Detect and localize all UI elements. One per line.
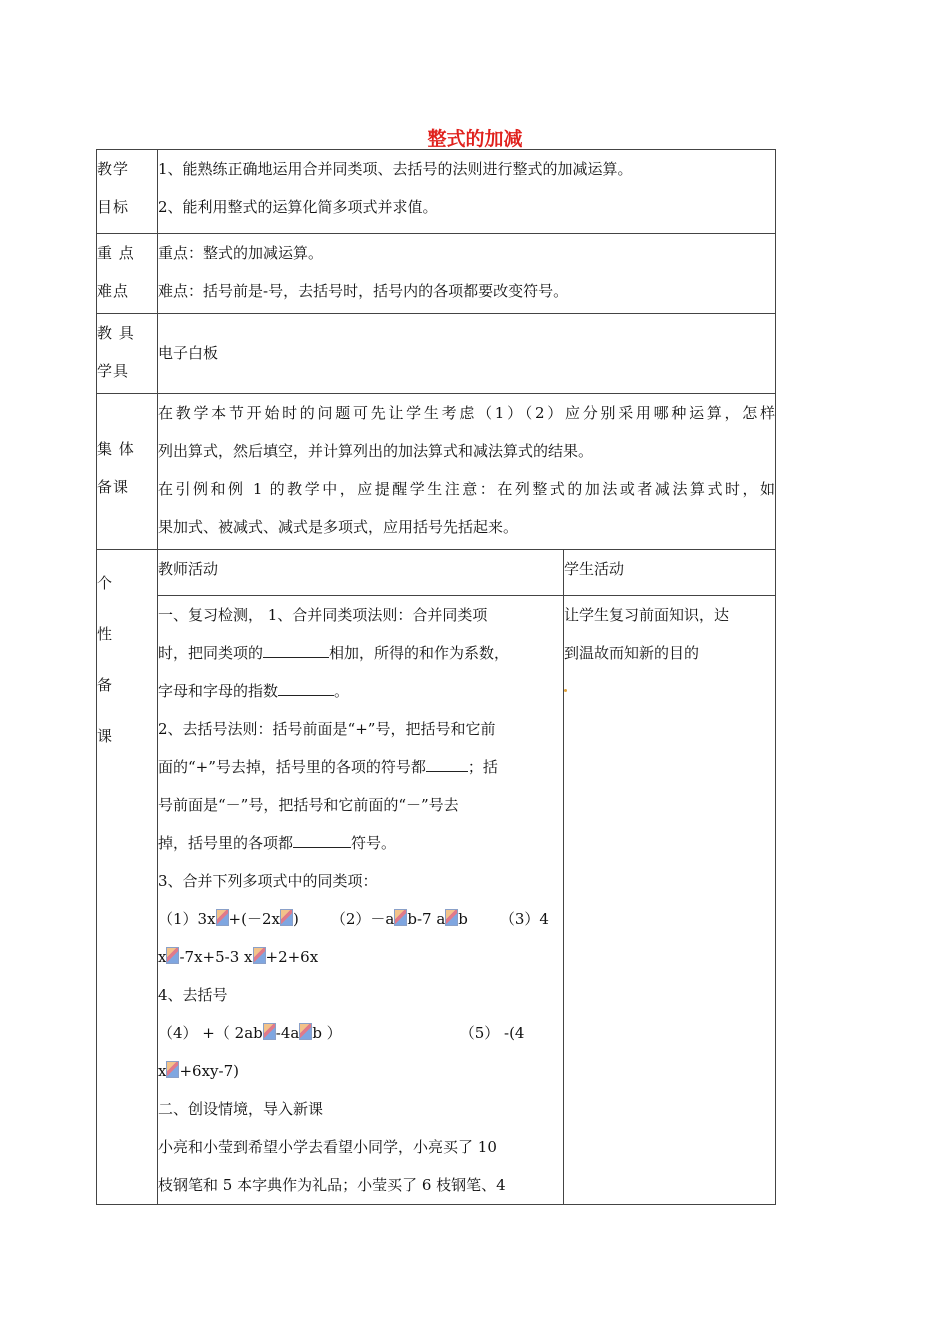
formula-image-icon <box>166 947 179 964</box>
formula-image-icon <box>280 909 293 926</box>
content-teaching-goals: 1、能熟练正确地运用合并同类项、去括号的法则进行整式的加减运算。 2、能利用整式的运算化简多项式并求值。 <box>158 150 776 234</box>
content-key-difficult: 重点：整式的加减运算。 难点：括号前是-号，去括号时，括号内的各项都要改变符号。 <box>158 234 776 314</box>
page-title: 整式的加减 <box>427 128 523 150</box>
teacher-activity-content: 一、复习检测， 1、合并同类项法则：合并同类项 时，把同类项的 相加，所得的和作为系数， 字母和字母的指数 。 2、去括号法则：括号前面是“+”号，把括号和它前 面的“+”号去掉，括号里的各项的符号都 ；括 号前面是“－”号，把括号和它前面的“－”号去 掉，括号里的各项都 符号。 3、合并下列多项式中的同类项： （1）3x +(－2x ) （2）－a b-7 a b （3）4 x -7x+5-3 x +2+6x 4、去括号 （4） +（ 2ab -4a b ） （5） -(4 x +6xy-7) 二、创设情境，导入新课 小亮和小莹到希望小学去看望小同学，小亮买了 10 枝钢笔和 5 本字典作为礼品；小莹买了 6 枝钢笔、4 <box>158 596 564 1205</box>
formula-image-icon <box>394 909 407 926</box>
row-key-difficult <box>97 234 776 314</box>
fill-blank <box>263 641 329 658</box>
formula-image-icon <box>253 947 266 964</box>
student-activity-content: 让学生复习前面知识，达 到温故而知新的目的 <box>564 596 776 1205</box>
formula-image-icon <box>445 909 458 926</box>
label-key-difficult: 重 点 难点 <box>97 234 158 314</box>
formula-image-icon <box>216 909 229 926</box>
label-teaching-goals: 教学 目标 <box>97 150 158 234</box>
fill-blank <box>278 679 334 696</box>
formula-image-icon <box>166 1061 179 1078</box>
row-group-prep <box>97 394 776 550</box>
formula-image-icon <box>263 1023 276 1040</box>
content-teaching-tools: 电子白板 <box>158 314 776 394</box>
row-activity-headers <box>97 550 776 596</box>
row-activities <box>97 596 776 1205</box>
label-personal-prep: 个 性 备 课 <box>97 550 158 1205</box>
row-teaching-tools <box>97 314 776 394</box>
content-group-prep: 在教学本节开始时的问题可先让学生考虑（1）（2）应分别采用哪种运算，怎样 列出算式，然后填空，并计算列出的加法算式和减法算式的结果。 在引例和例 1 的教学中，应提醒学生注意：在列整式的加法或者减法算式时，如 果加式、被减式、减式是多项式，应用括号先括起来。 <box>158 394 776 550</box>
header-student-activity: 学生活动 <box>564 550 776 596</box>
formula-image-icon <box>299 1023 312 1040</box>
lesson-plan-table <box>96 149 776 1205</box>
label-group-prep: 集 体 备课 <box>97 394 158 550</box>
label-teaching-tools: 教 具 学具 <box>97 314 158 394</box>
header-teacher-activity: 教师活动 <box>158 550 564 596</box>
marker-dot-icon <box>564 689 567 692</box>
fill-blank <box>293 831 351 848</box>
row-teaching-goals <box>97 150 776 234</box>
fill-blank <box>426 755 468 772</box>
